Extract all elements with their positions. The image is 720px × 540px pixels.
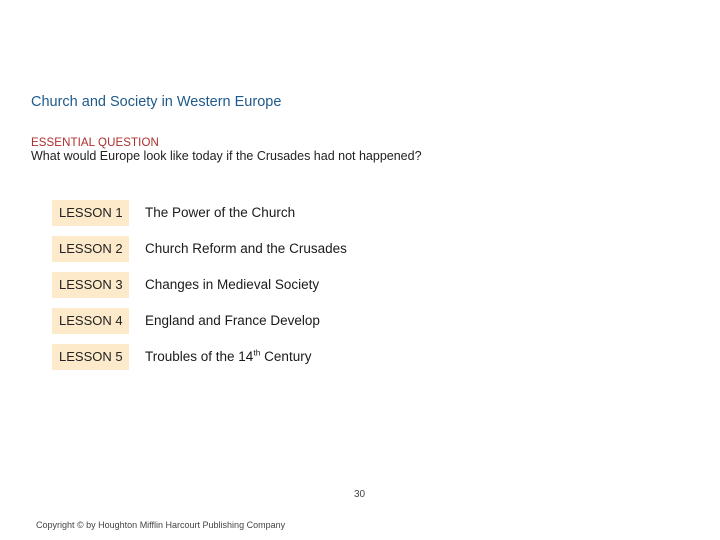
lesson-tag: LESSON 3 — [52, 272, 129, 298]
lesson-item-2[interactable] — [52, 236, 652, 262]
lesson-title-part: Troubles of the 14 — [145, 349, 254, 364]
lesson-title — [145, 344, 311, 370]
lesson-title: The Power of the Church — [145, 205, 296, 220]
lesson-item-3[interactable] — [52, 272, 652, 298]
lesson-title: Church Reform and the Crusades — [145, 241, 347, 256]
lesson-title: Changes in Medieval Society — [145, 277, 320, 292]
copyright-notice: Copyright © by Houghton Mifflin Harcourt Publishing Company — [36, 520, 286, 530]
lesson-item-4[interactable] — [52, 308, 652, 334]
lesson-title: England and France Develop — [145, 313, 320, 328]
lesson-tag: LESSON 2 — [52, 236, 129, 262]
lesson-tag: LESSON 5 — [52, 344, 129, 370]
lesson-tag: LESSON 1 — [52, 200, 129, 226]
page-number: 30 — [354, 489, 366, 500]
lesson-item-5[interactable] — [52, 344, 652, 370]
essential-question-text: What would Europe look like today if the Crusades had not happened? — [31, 149, 422, 163]
lesson-title-superscript: th — [253, 347, 261, 358]
lesson-tag: LESSON 4 — [52, 308, 129, 334]
essential-question-label: ESSENTIAL QUESTION — [31, 137, 159, 149]
lesson-item-1[interactable] — [52, 200, 652, 226]
page-title: Church and Society in Western Europe — [31, 94, 282, 110]
lesson-title-part: Century — [260, 349, 312, 364]
